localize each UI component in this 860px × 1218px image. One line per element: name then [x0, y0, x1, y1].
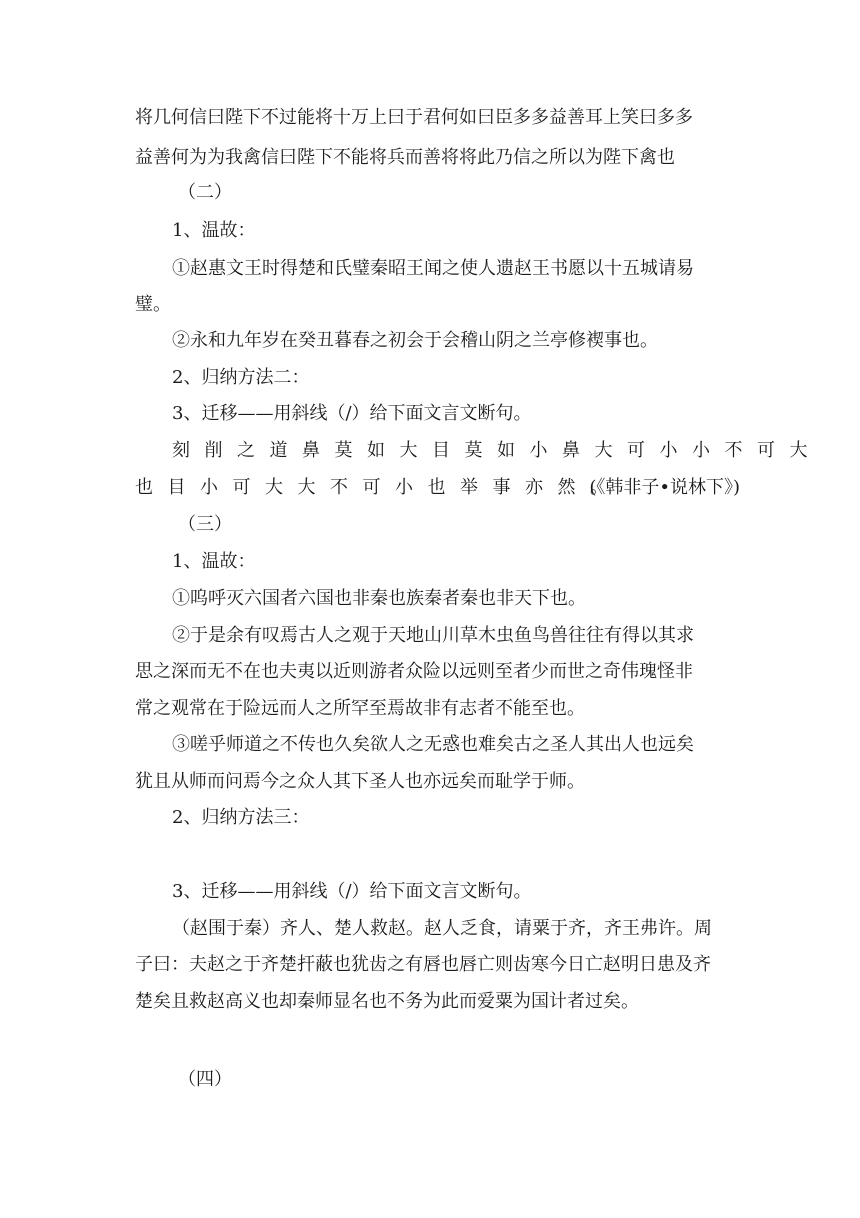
exercise-passage-line: 楚矣且救赵高义也却秦师显名也不务为此而爱粟为国计者过矣。: [135, 991, 639, 1012]
example-line: ②于是余有叹焉古人之观于天地山川草木虫鱼鸟兽往往有得以其求: [172, 625, 694, 646]
item-method-heading: 2、归纳方法二：: [172, 367, 310, 388]
example-line: 思之深而无不在也夫夷以近则游者众险以远则至者少而世之奇伟瑰怪非: [135, 661, 693, 682]
item-transfer-heading: 3、迁移——用斜线（/）给下面文言文断句。: [172, 881, 532, 902]
exercise-passage-text: 也目小可大大不可小也举事亦然。: [135, 477, 623, 498]
exercise-passage-line: [135, 476, 740, 500]
example-line: ②永和九年岁在癸丑暮春之初会于会稽山阴之兰亭修褉事也。: [172, 330, 658, 351]
item-review-heading: 1、温故：: [172, 551, 256, 572]
example-line: ③嗟乎师道之不传也久矣欲人之无惑也难矣古之圣人其出人也远矣: [172, 734, 694, 755]
item-review-heading: 1、温故：: [172, 220, 256, 241]
section-heading-4: （四）: [178, 1069, 232, 1090]
paragraph-line: 益善何为为我禽信曰陛下不能将兵而善将将此乃信之所以为陛下禽也: [135, 147, 675, 168]
exercise-passage-line: 子曰：夫赵之于齐楚扞蔽也犹齿之有唇也唇亡则齿寒今日亡赵明日患及齐: [135, 954, 711, 975]
example-line: ①赵惠文王时得楚和氏璧秦昭王闻之使人遗赵王书愿以十五城请易: [172, 258, 694, 279]
item-transfer-heading: 3、迁移——用斜线（/）给下面文言文断句。: [172, 403, 532, 424]
section-heading-2: （二）: [178, 182, 232, 203]
exercise-passage-line: （赵围于秦）齐人、楚人救赵。赵人乏食，请粟于齐，齐王弗许。周: [172, 918, 712, 939]
example-line: 常之观常在于险远而人之所罕至焉故非有志者不能至也。: [135, 698, 585, 719]
section-heading-3: （三）: [178, 514, 232, 535]
passage-source: (《韩非子•说林下》): [589, 477, 740, 498]
example-line: 犹且从师而问焉今之众人其下圣人也亦远矣而耻学于师。: [135, 771, 585, 792]
example-line: ①呜呼灭六国者六国也非秦也族秦者秦也非天下也。: [172, 588, 586, 609]
item-method-heading: 2、归纳方法三：: [172, 807, 310, 828]
paragraph-line: 将几何信曰陛下不过能将十万上曰于君何如曰臣多多益善耳上笑曰多多: [135, 107, 693, 128]
exercise-passage-line: 刻削之道鼻莫如大目莫如小鼻大可小小不可大: [172, 440, 822, 461]
example-line: 璧。: [135, 294, 171, 315]
